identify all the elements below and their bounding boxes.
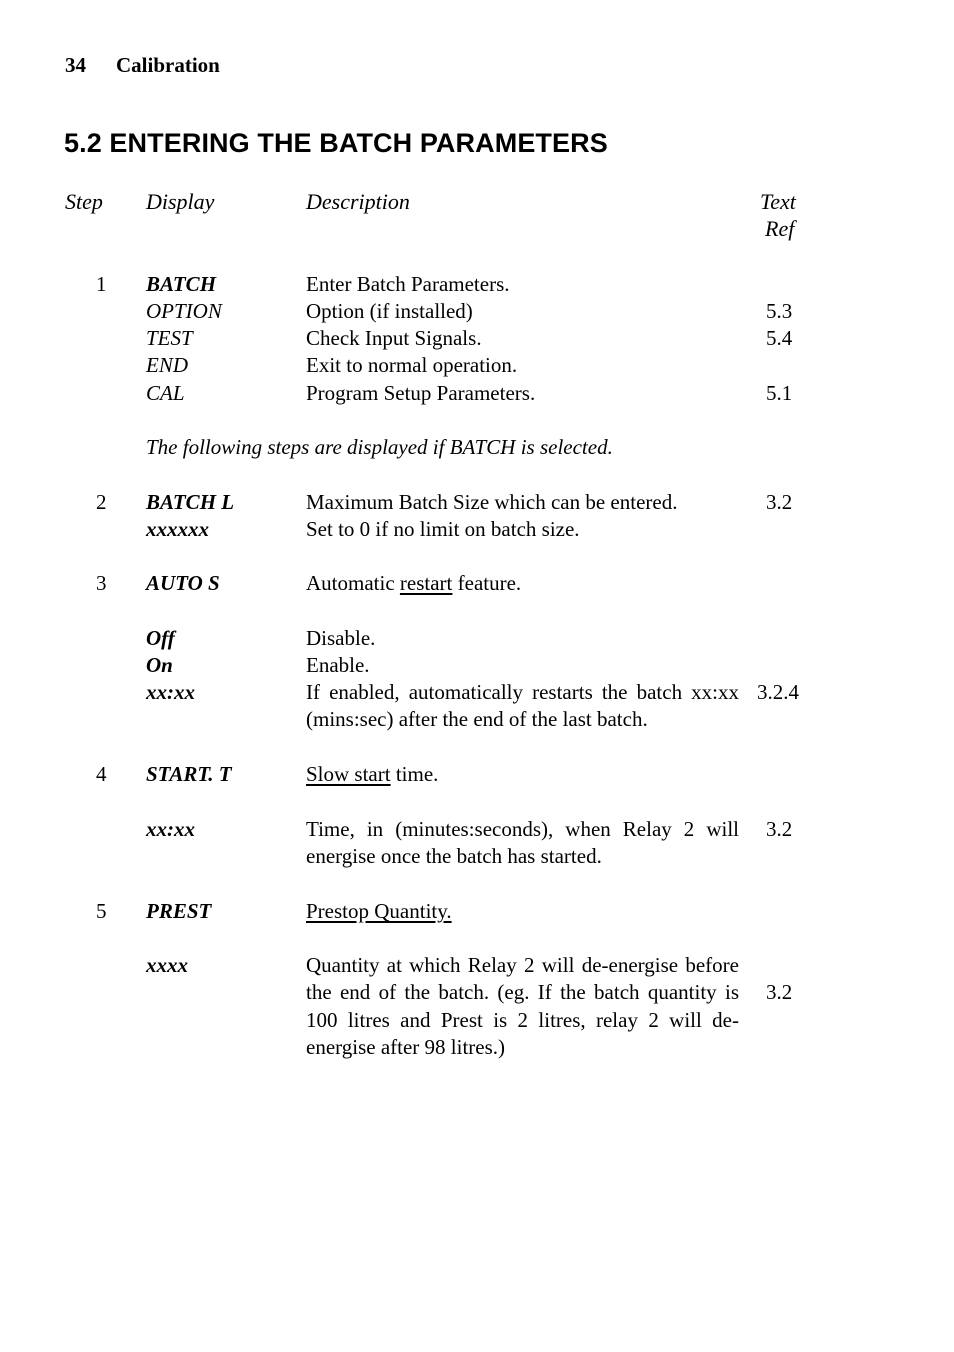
step-1-display-end: END xyxy=(146,353,188,377)
chapter-title: Calibration xyxy=(116,53,220,77)
column-head-text: Text xyxy=(760,189,796,214)
step-3-desc-post: feature. xyxy=(452,571,522,595)
step-3-number: 3 xyxy=(96,571,107,595)
step-2-ref: 3.2 xyxy=(766,490,793,514)
step-5-desc-prestop: Prestop Quantity. xyxy=(306,899,452,923)
step-2-number: 2 xyxy=(96,490,107,514)
step-1-display-test: TEST xyxy=(146,326,193,350)
step-3-display-time: xx:xx xyxy=(146,680,195,704)
step-2-display-batch-l: BATCH L xyxy=(146,490,235,514)
step-1-desc-batch: Enter Batch Parameters. xyxy=(306,272,510,296)
step-3-display-on: On xyxy=(146,653,173,677)
step-5-display-qty: xxxx xyxy=(146,953,188,977)
step-1-number: 1 xyxy=(96,272,107,296)
step-1-desc-option: Option (if installed) xyxy=(306,299,473,323)
step-1-ref-option: 5.3 xyxy=(766,299,793,323)
step-4-desc-time: Time, in (minutes:seconds), when Relay 2 will energise once the batch has started. xyxy=(306,817,739,869)
step-1-display-batch: BATCH xyxy=(146,272,217,296)
column-head-description: Description xyxy=(306,189,410,214)
step-4-ref: 3.2 xyxy=(766,817,793,841)
step-5-ref: 3.2 xyxy=(766,980,793,1004)
step-3-desc-restart: restart xyxy=(399,571,453,595)
step-3-desc xyxy=(306,570,521,597)
step-4-display-time: xx:xx xyxy=(146,817,195,841)
step-3-desc-pre: Automatic xyxy=(306,571,400,595)
step-4-number: 4 xyxy=(96,762,107,786)
step-4-desc xyxy=(306,761,438,788)
step-3-display-off: Off xyxy=(146,626,175,650)
step-2-desc-max: Maximum Batch Size which can be entered. xyxy=(306,490,678,514)
column-head-step: Step xyxy=(65,189,103,214)
step-2-desc-zero: Set to 0 if no limit on batch size. xyxy=(306,517,580,541)
step-5-display-prest: PREST xyxy=(146,899,212,923)
step-1-desc-end: Exit to normal operation. xyxy=(306,353,518,377)
step-4-display-start-t: START. T xyxy=(146,762,232,786)
page-number: 34 xyxy=(65,53,86,77)
step-3-desc-time: If enabled, automatically restarts the batch xx:xx (mins:sec) after the end of the last batch. xyxy=(306,680,739,732)
step-1-display-cal: CAL xyxy=(146,381,185,405)
step-1-display-option: OPTION xyxy=(146,299,222,323)
batch-note: The following steps are displayed if BATCH is selected. xyxy=(146,435,613,459)
step-3-desc-on: Enable. xyxy=(306,653,370,677)
step-3-desc-off: Disable. xyxy=(306,626,376,650)
step-1-desc-cal: Program Setup Parameters. xyxy=(306,381,536,405)
column-head-display: Display xyxy=(146,189,215,214)
step-3-ref: 3.2.4 xyxy=(757,680,799,704)
step-1-desc-test: Check Input Signals. xyxy=(306,326,482,350)
column-head-ref: Ref xyxy=(765,216,795,241)
step-1-ref-test: 5.4 xyxy=(766,326,793,350)
step-3-display-auto-s: AUTO S xyxy=(146,571,220,595)
step-1-ref-cal: 5.1 xyxy=(766,381,793,405)
step-2-display-value: xxxxxx xyxy=(146,517,209,541)
step-5-number: 5 xyxy=(96,899,107,923)
step-4-desc-post: time. xyxy=(390,762,439,786)
step-5-desc-qty: Quantity at which Relay 2 will de-energise before the end of the batch. (eg. If the batch quantity is 100 litres and Prest is 2 litres, relay 2 will de-energise after 98 litres.) xyxy=(306,953,739,1059)
step-4-desc-slow-start: Slow start xyxy=(306,762,391,786)
section-title: 5.2 ENTERING THE BATCH PARAMETERS xyxy=(64,128,608,158)
